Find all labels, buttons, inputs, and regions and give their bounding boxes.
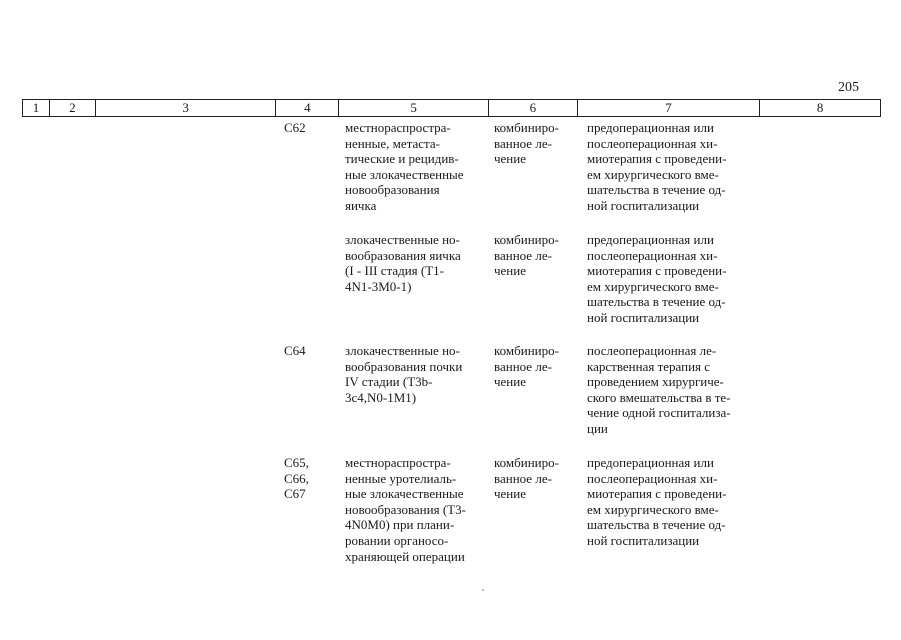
row-treatment-type: комбиниро- ванное ле- чение bbox=[494, 120, 559, 167]
page-number: 205 bbox=[838, 80, 859, 95]
header-col-7: 7 bbox=[578, 100, 761, 116]
header-col-5: 5 bbox=[339, 100, 489, 116]
row-diagnosis: местнораспростра- ненные, метаста- тические и рецидив- ные злокачественные новообразования яичка bbox=[345, 120, 464, 213]
row-treatment-method: предоперационная или послеоперационная хи- миотерапия с проведени- ем хирургического вме- шательства в течение од- ной госпитализации bbox=[587, 232, 727, 325]
row-diagnosis: местнораспростра- ненные уротелиаль- ные злокачественные новообразования (T3- 4N0M0) при плани- ровании органосо- храняющей операции bbox=[345, 455, 466, 564]
row-diagnosis: злокачественные но- вообразования почки IV стадии (T3b- 3c4,N0-1M1) bbox=[345, 343, 463, 405]
scan-speck bbox=[482, 589, 484, 591]
row-treatment-type: комбиниро- ванное ле- чение bbox=[494, 232, 559, 279]
header-col-3: 3 bbox=[96, 100, 277, 116]
row-treatment-method: предоперационная или послеоперационная хи- миотерапия с проведени- ем хирургического вме- шательства в течение од- ной госпитализации bbox=[587, 455, 727, 548]
row-code: C64 bbox=[284, 343, 306, 358]
header-col-8: 8 bbox=[816, 100, 824, 115]
table-header bbox=[22, 99, 881, 117]
row-diagnosis: злокачественные но- вообразования яичка (I - III стадия (T1- 4N1-3M0-1) bbox=[345, 232, 461, 294]
row-code: C65, C66, C67 bbox=[284, 455, 309, 502]
row-code: C62 bbox=[284, 120, 306, 135]
header-col-2: 2 bbox=[50, 100, 96, 116]
row-treatment-type: комбиниро- ванное ле- чение bbox=[494, 343, 559, 390]
row-treatment-method: предоперационная или послеоперационная хи- миотерапия с проведени- ем хирургического вме- шательства в течение од- ной госпитализации bbox=[587, 120, 727, 213]
row-treatment-method: послеоперационная ле- карственная терапия с проведением хирургиче- ского вмешательства в те- чение одной госпитализа- ции bbox=[587, 343, 731, 436]
row-treatment-type: комбиниро- ванное ле- чение bbox=[494, 455, 559, 502]
header-col-4: 4 bbox=[276, 100, 339, 116]
header-col-6: 6 bbox=[489, 100, 578, 116]
header-col-1: 1 bbox=[23, 100, 50, 116]
